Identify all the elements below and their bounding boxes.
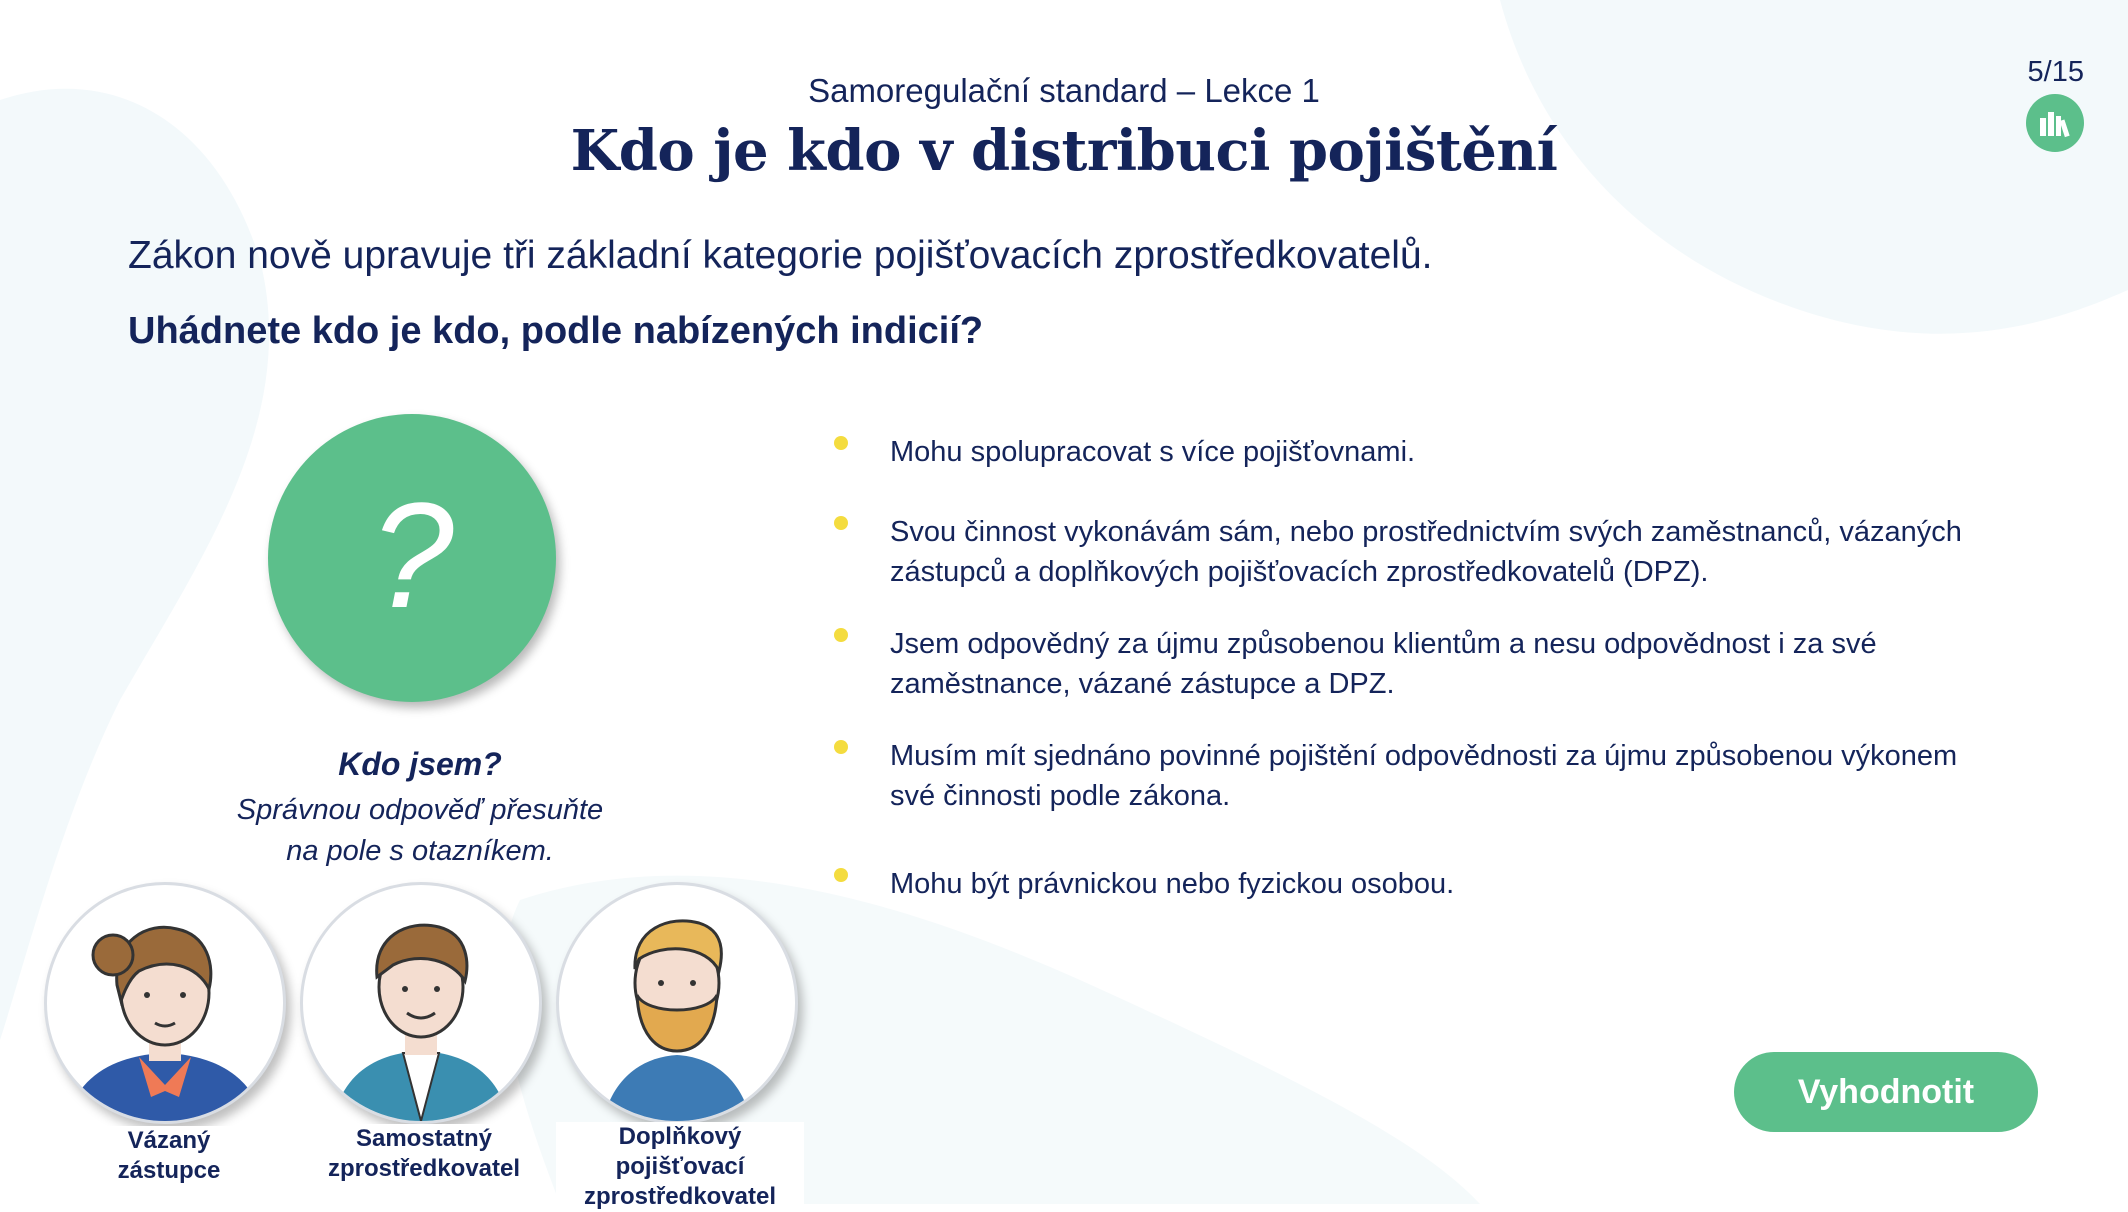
drag-hint-line2: na pole s otazníkem. xyxy=(286,835,554,867)
page-counter: 5/15 xyxy=(2027,56,2084,88)
page-title: Kdo je kdo v distribuci pojištění xyxy=(570,118,1558,184)
option-ancillary-intermediary-avatar[interactable] xyxy=(556,882,798,1124)
who-am-i-title: Kdo jsem? xyxy=(338,746,502,782)
evaluate-button[interactable]: Vyhodnotit xyxy=(1734,1052,2038,1132)
lesson-subtitle: Samoregulační standard – Lekce 1 xyxy=(808,72,1320,109)
bullet-icon xyxy=(834,628,848,642)
option-tied-agent-avatar[interactable] xyxy=(44,882,286,1124)
bullet-icon xyxy=(834,516,848,530)
question-text: Uhádnete kdo je kdo, podle nabízených indicií? xyxy=(128,310,984,352)
question-mark: ? xyxy=(370,471,454,639)
option-tied-agent-label: Vázaný zástupce xyxy=(94,1126,244,1186)
woman-avatar-icon xyxy=(47,885,283,1121)
drag-hint xyxy=(200,790,640,872)
progress-button[interactable] xyxy=(2026,94,2084,152)
bullet-icon xyxy=(834,868,848,882)
man-suit-avatar-icon xyxy=(303,885,539,1121)
bullet-icon xyxy=(834,740,848,754)
intro-text: Zákon nově upravuje tři základní kategorie pojišťovacích zprostředkovatelů. xyxy=(128,234,1433,277)
option-ancillary-intermediary-label: Doplňkový pojišťovací zprostředkovatel xyxy=(556,1122,804,1212)
bearded-man-avatar-icon xyxy=(559,885,795,1121)
answer-drop-zone[interactable] xyxy=(268,414,556,702)
drag-hint-line1: Správnou odpověď přesuňte xyxy=(236,794,604,826)
library-books-icon xyxy=(2038,108,2072,138)
bullet-icon xyxy=(834,436,848,450)
option-independent-broker-label: Samostatný zprostředkovatel xyxy=(322,1124,526,1184)
option-independent-broker-avatar[interactable] xyxy=(300,882,542,1124)
